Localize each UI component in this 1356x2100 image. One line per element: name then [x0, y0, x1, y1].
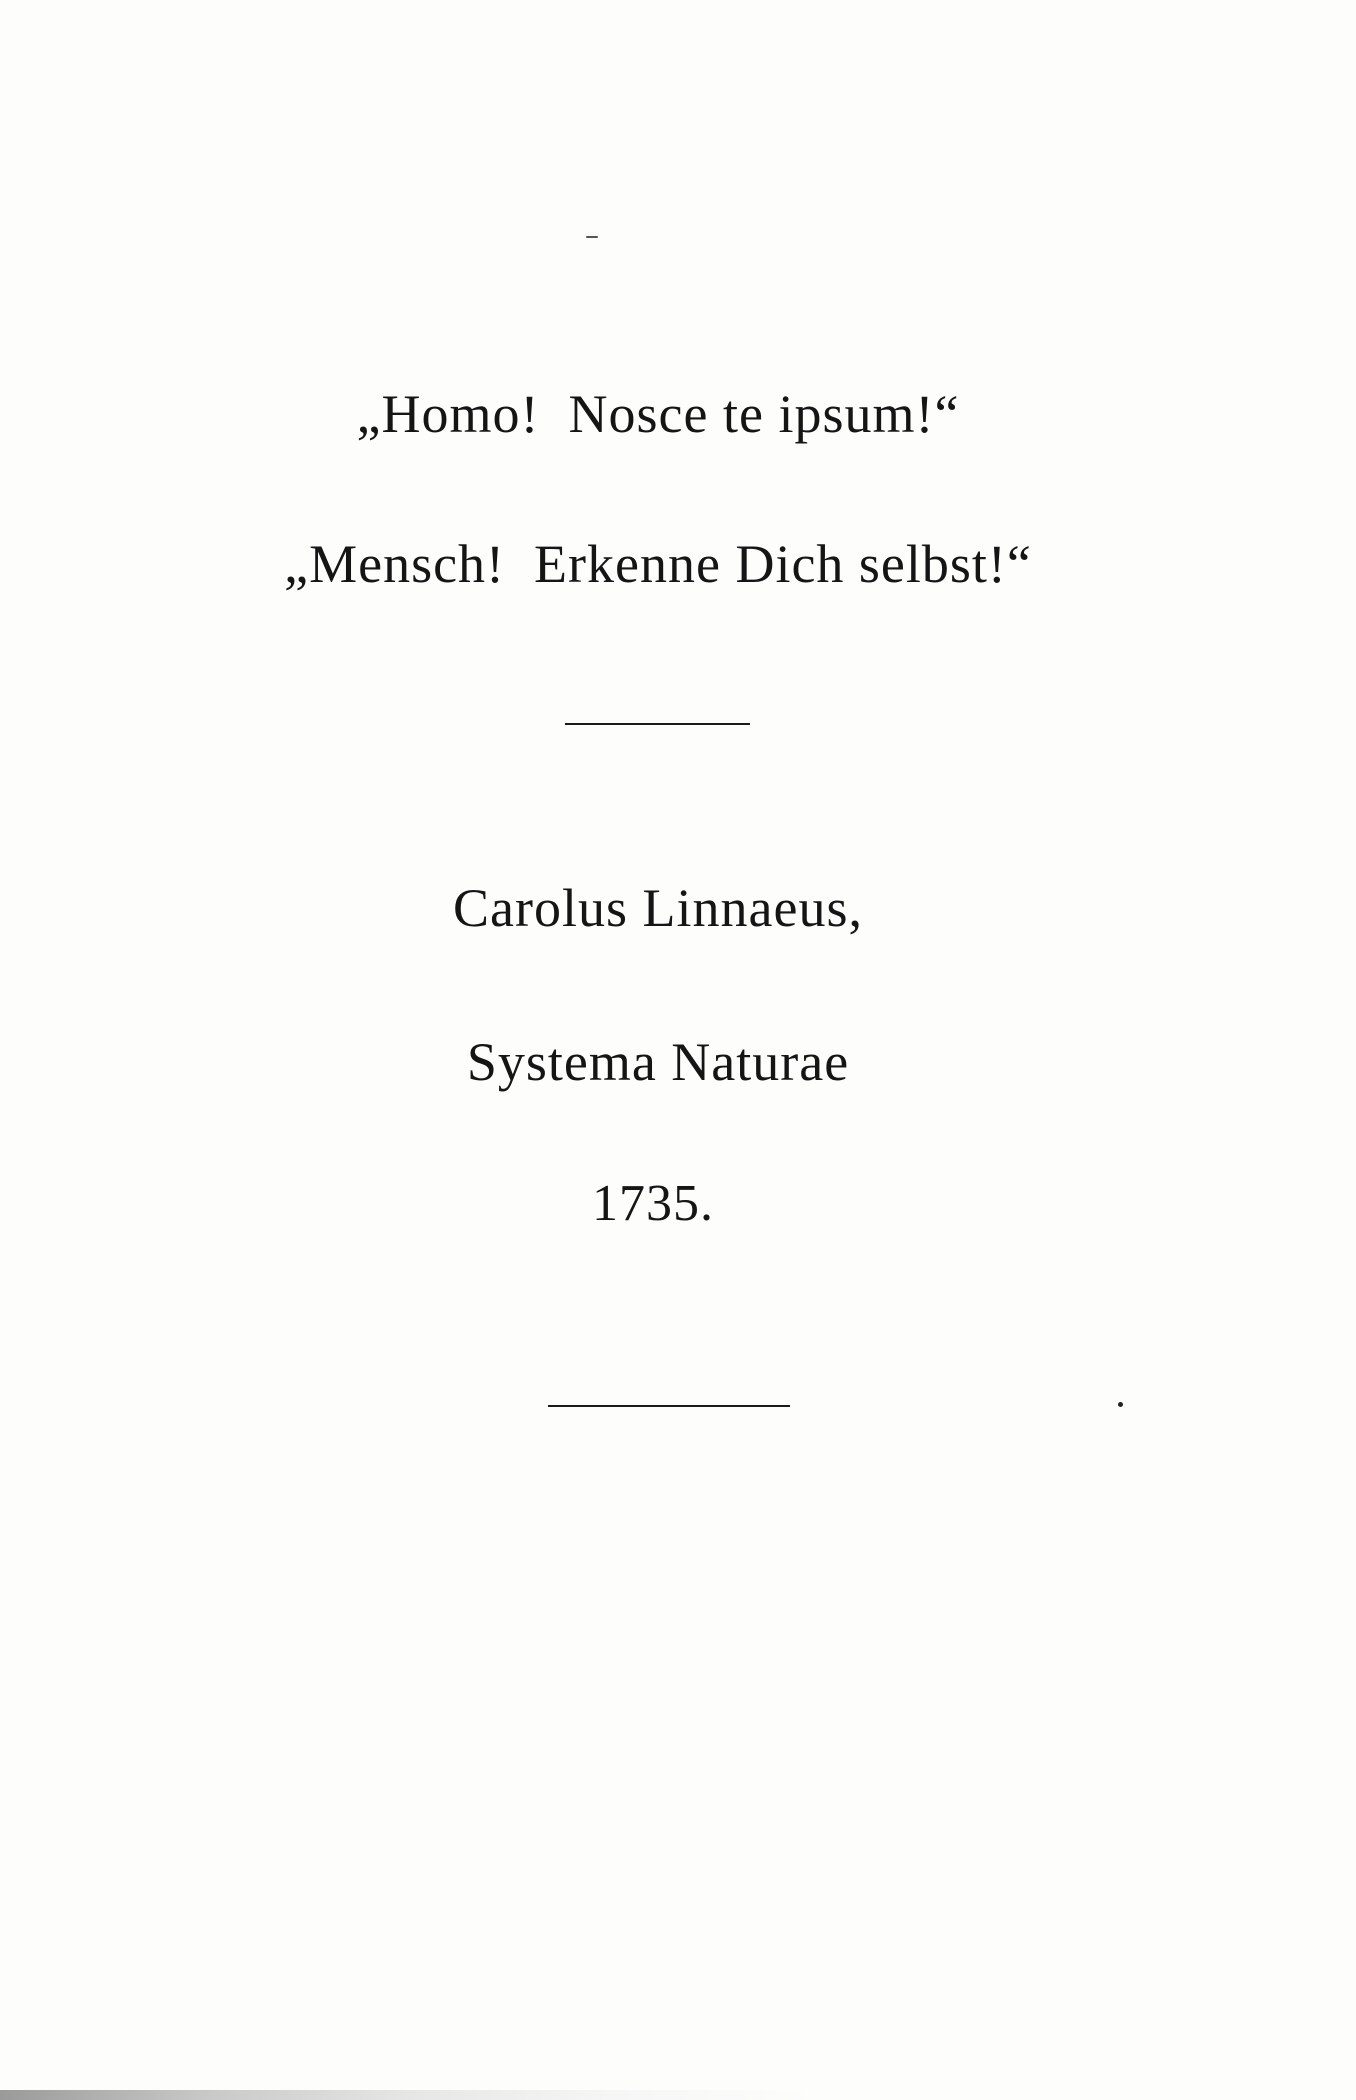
attribution-year: 1735.	[592, 1175, 714, 1232]
motto-latin: „Homo! Nosce te ipsum!“	[356, 384, 960, 444]
ink-dot	[1118, 1402, 1123, 1407]
ink-speck	[586, 236, 598, 238]
page-edge-shadow	[0, 2090, 1356, 2100]
divider-rule-top	[565, 723, 750, 725]
attribution-author: Carolus Linnaeus,	[453, 878, 863, 938]
motto-german: „Mensch! Erkenne Dich selbst!“	[284, 534, 1032, 594]
divider-rule-bottom	[548, 1405, 790, 1407]
attribution-work: Systema Naturae	[466, 1032, 850, 1092]
